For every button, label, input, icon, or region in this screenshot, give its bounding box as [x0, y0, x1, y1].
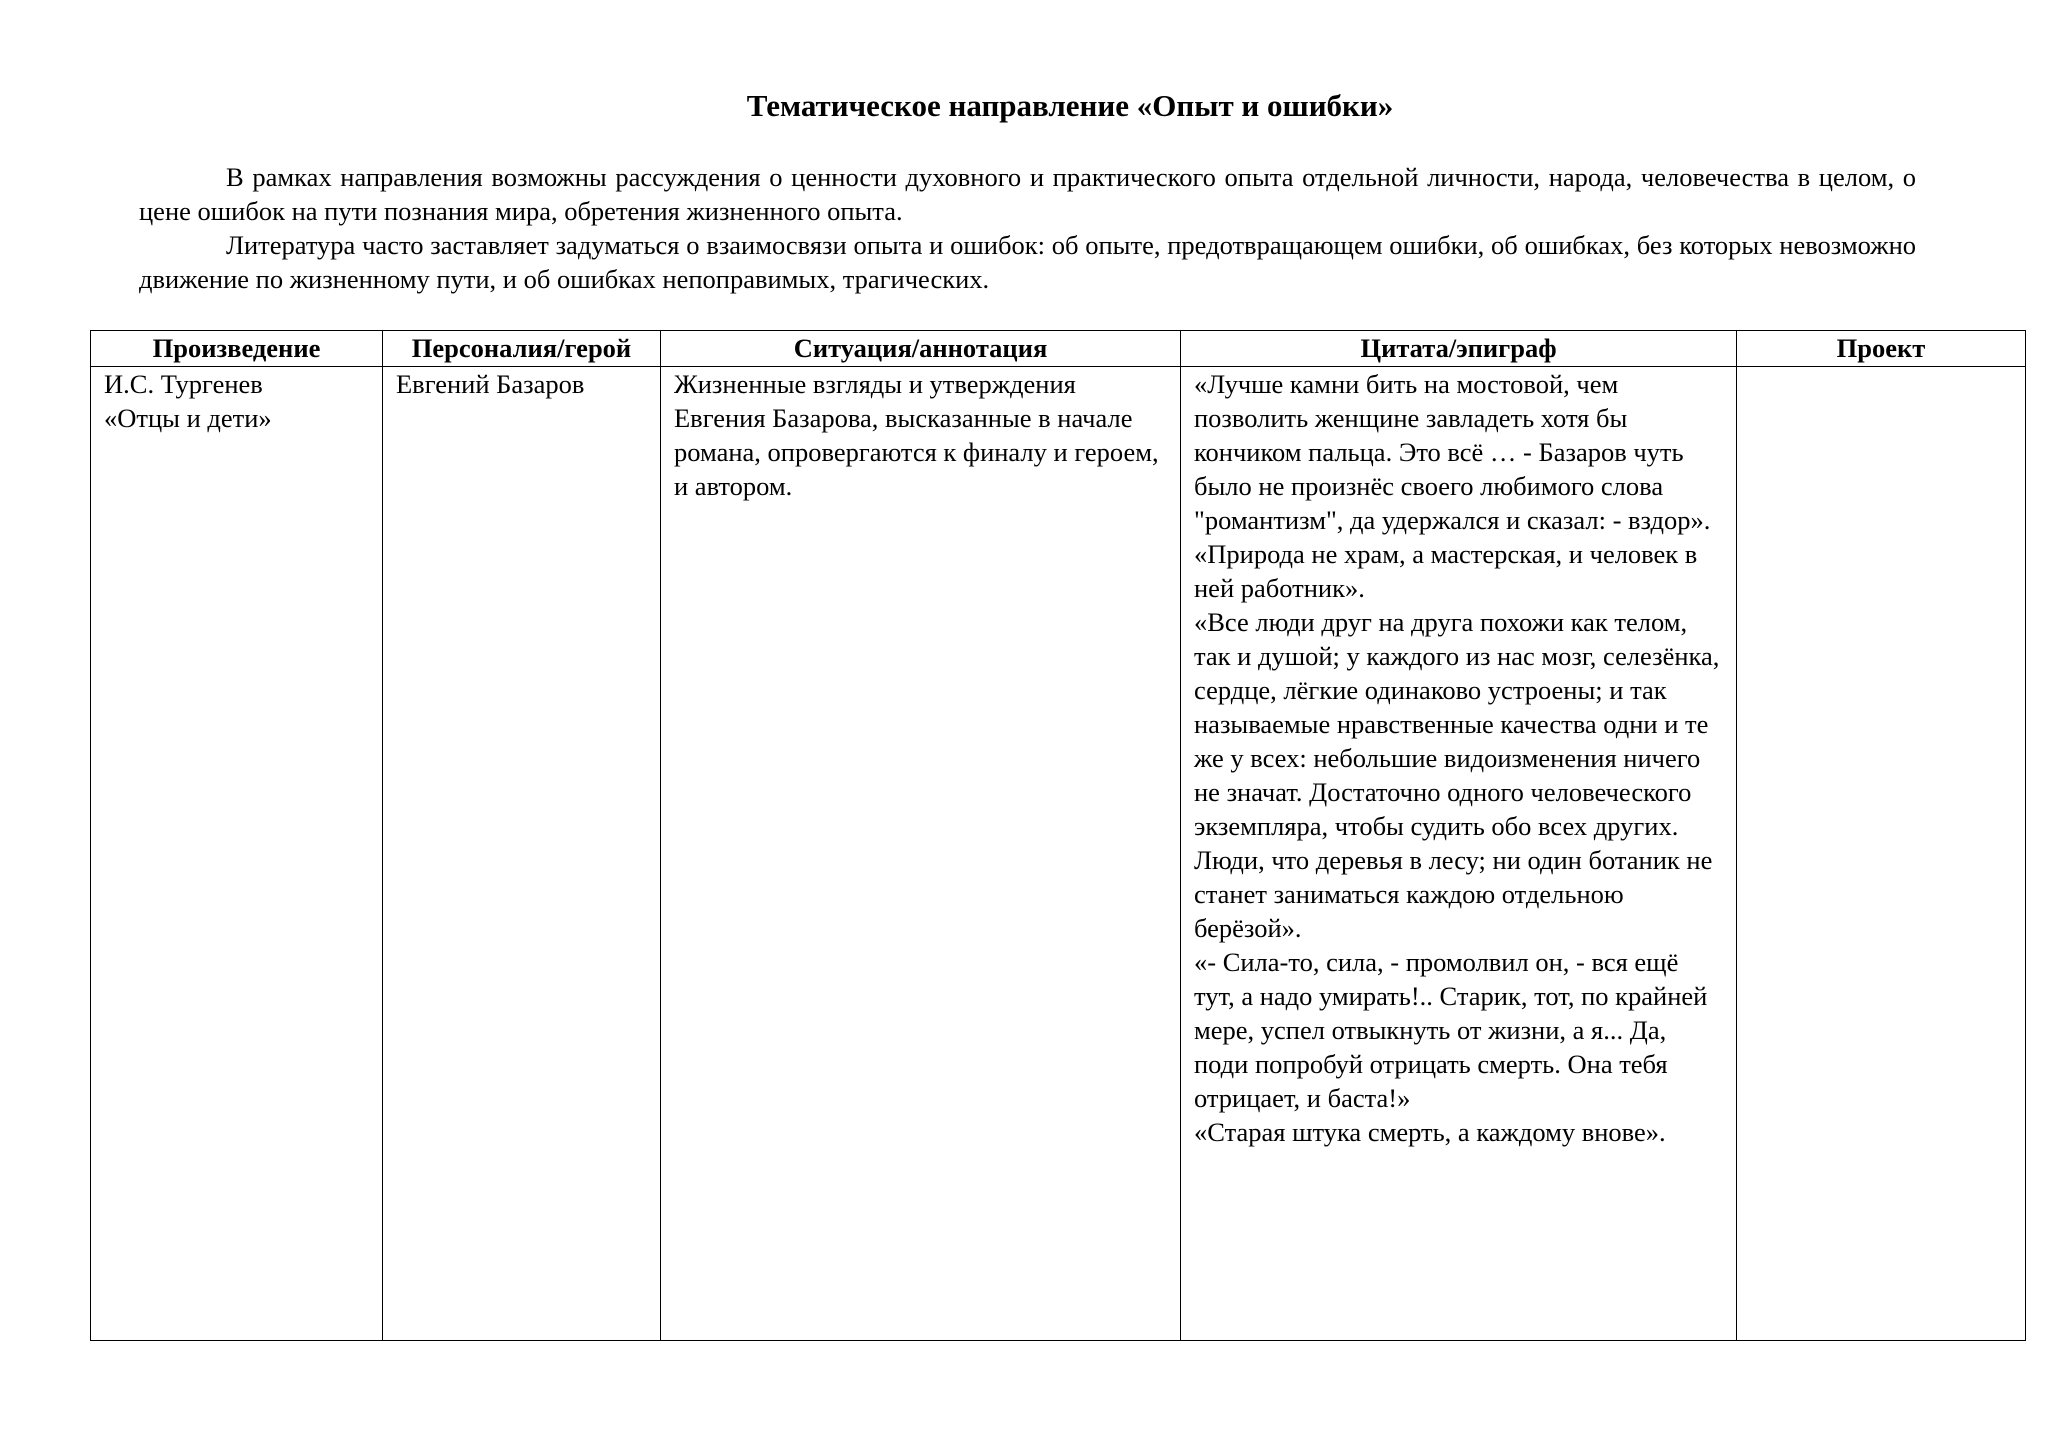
header-project: Проект	[1737, 331, 2026, 367]
quote: «Лучше камни бить на мостовой, чем позволить женщине завладеть хотя бы кончиком пальца. Это всё … - Базаров чуть было не произнёс своего любимого слова "романтизм", да удержался и сказал: - вздор».	[1194, 369, 1711, 535]
table-row	[91, 367, 2026, 1341]
work-title: «Отцы и дети»	[104, 403, 272, 433]
header-hero: Персоналия/герой	[383, 331, 661, 367]
cell-situation: Жизненные взгляды и утверждения Евгения Базарова, высказанные в начале романа, опровергаются к финалу и героем, и автором.	[661, 367, 1181, 1341]
quote: «Природа не храм, а мастерская, и человек в ней работник».	[1194, 539, 1698, 603]
table-header-row	[91, 331, 2026, 367]
cell-quotes	[1181, 367, 1737, 1341]
literature-table	[90, 330, 2026, 1341]
header-situation: Ситуация/аннотация	[661, 331, 1181, 367]
page-title: Тематическое направление «Опыт и ошибки»	[746, 88, 1394, 123]
quote: «Все люди друг на друга похожи как телом, так и душой; у каждого из нас мозг, селезёнка, сердце, лёгкие одинаково устроены; и так называемые нравственные качества одни и те же у всех: небольшие видоизменения ничего не значат. Достаточно одного человеческого экземпляра, чтобы судить обо всех других. Люди, что деревья в лесу; ни один ботаник не станет заниматься каждою отдельною берёзой».	[1194, 607, 1720, 943]
cell-project	[1737, 367, 2026, 1341]
cell-work	[91, 367, 383, 1341]
intro-text	[139, 160, 1916, 296]
quote: «- Сила-то, сила, - промолвил он, - вся ещё тут, а надо умирать!.. Старик, тот, по крайней мере, успел отвыкнуть от жизни, а я... Да, поди попробуй отрицать смерть. Она тебя отрицает, и баста!»	[1194, 947, 1708, 1113]
work-author: И.С. Тургенев	[104, 369, 263, 399]
intro-paragraph: В рамках направления возможны рассуждения о ценности духовного и практического опыта отдельной личности, народа, человечества в целом, о цене ошибок на пути познания мира, обретения жизненного опыта.	[139, 162, 1916, 226]
header-quote: Цитата/эпиграф	[1181, 331, 1737, 367]
header-work: Произведение	[91, 331, 383, 367]
quote: «Старая штука смерть, а каждому внове».	[1194, 1117, 1666, 1147]
cell-hero: Евгений Базаров	[383, 367, 661, 1341]
intro-paragraph: Литература часто заставляет задуматься о взаимосвязи опыта и ошибок: об опыте, предотвращающем ошибки, об ошибках, без которых невозможно движение по жизненному пути, и об ошибках непоправимых, трагических.	[139, 230, 1916, 294]
